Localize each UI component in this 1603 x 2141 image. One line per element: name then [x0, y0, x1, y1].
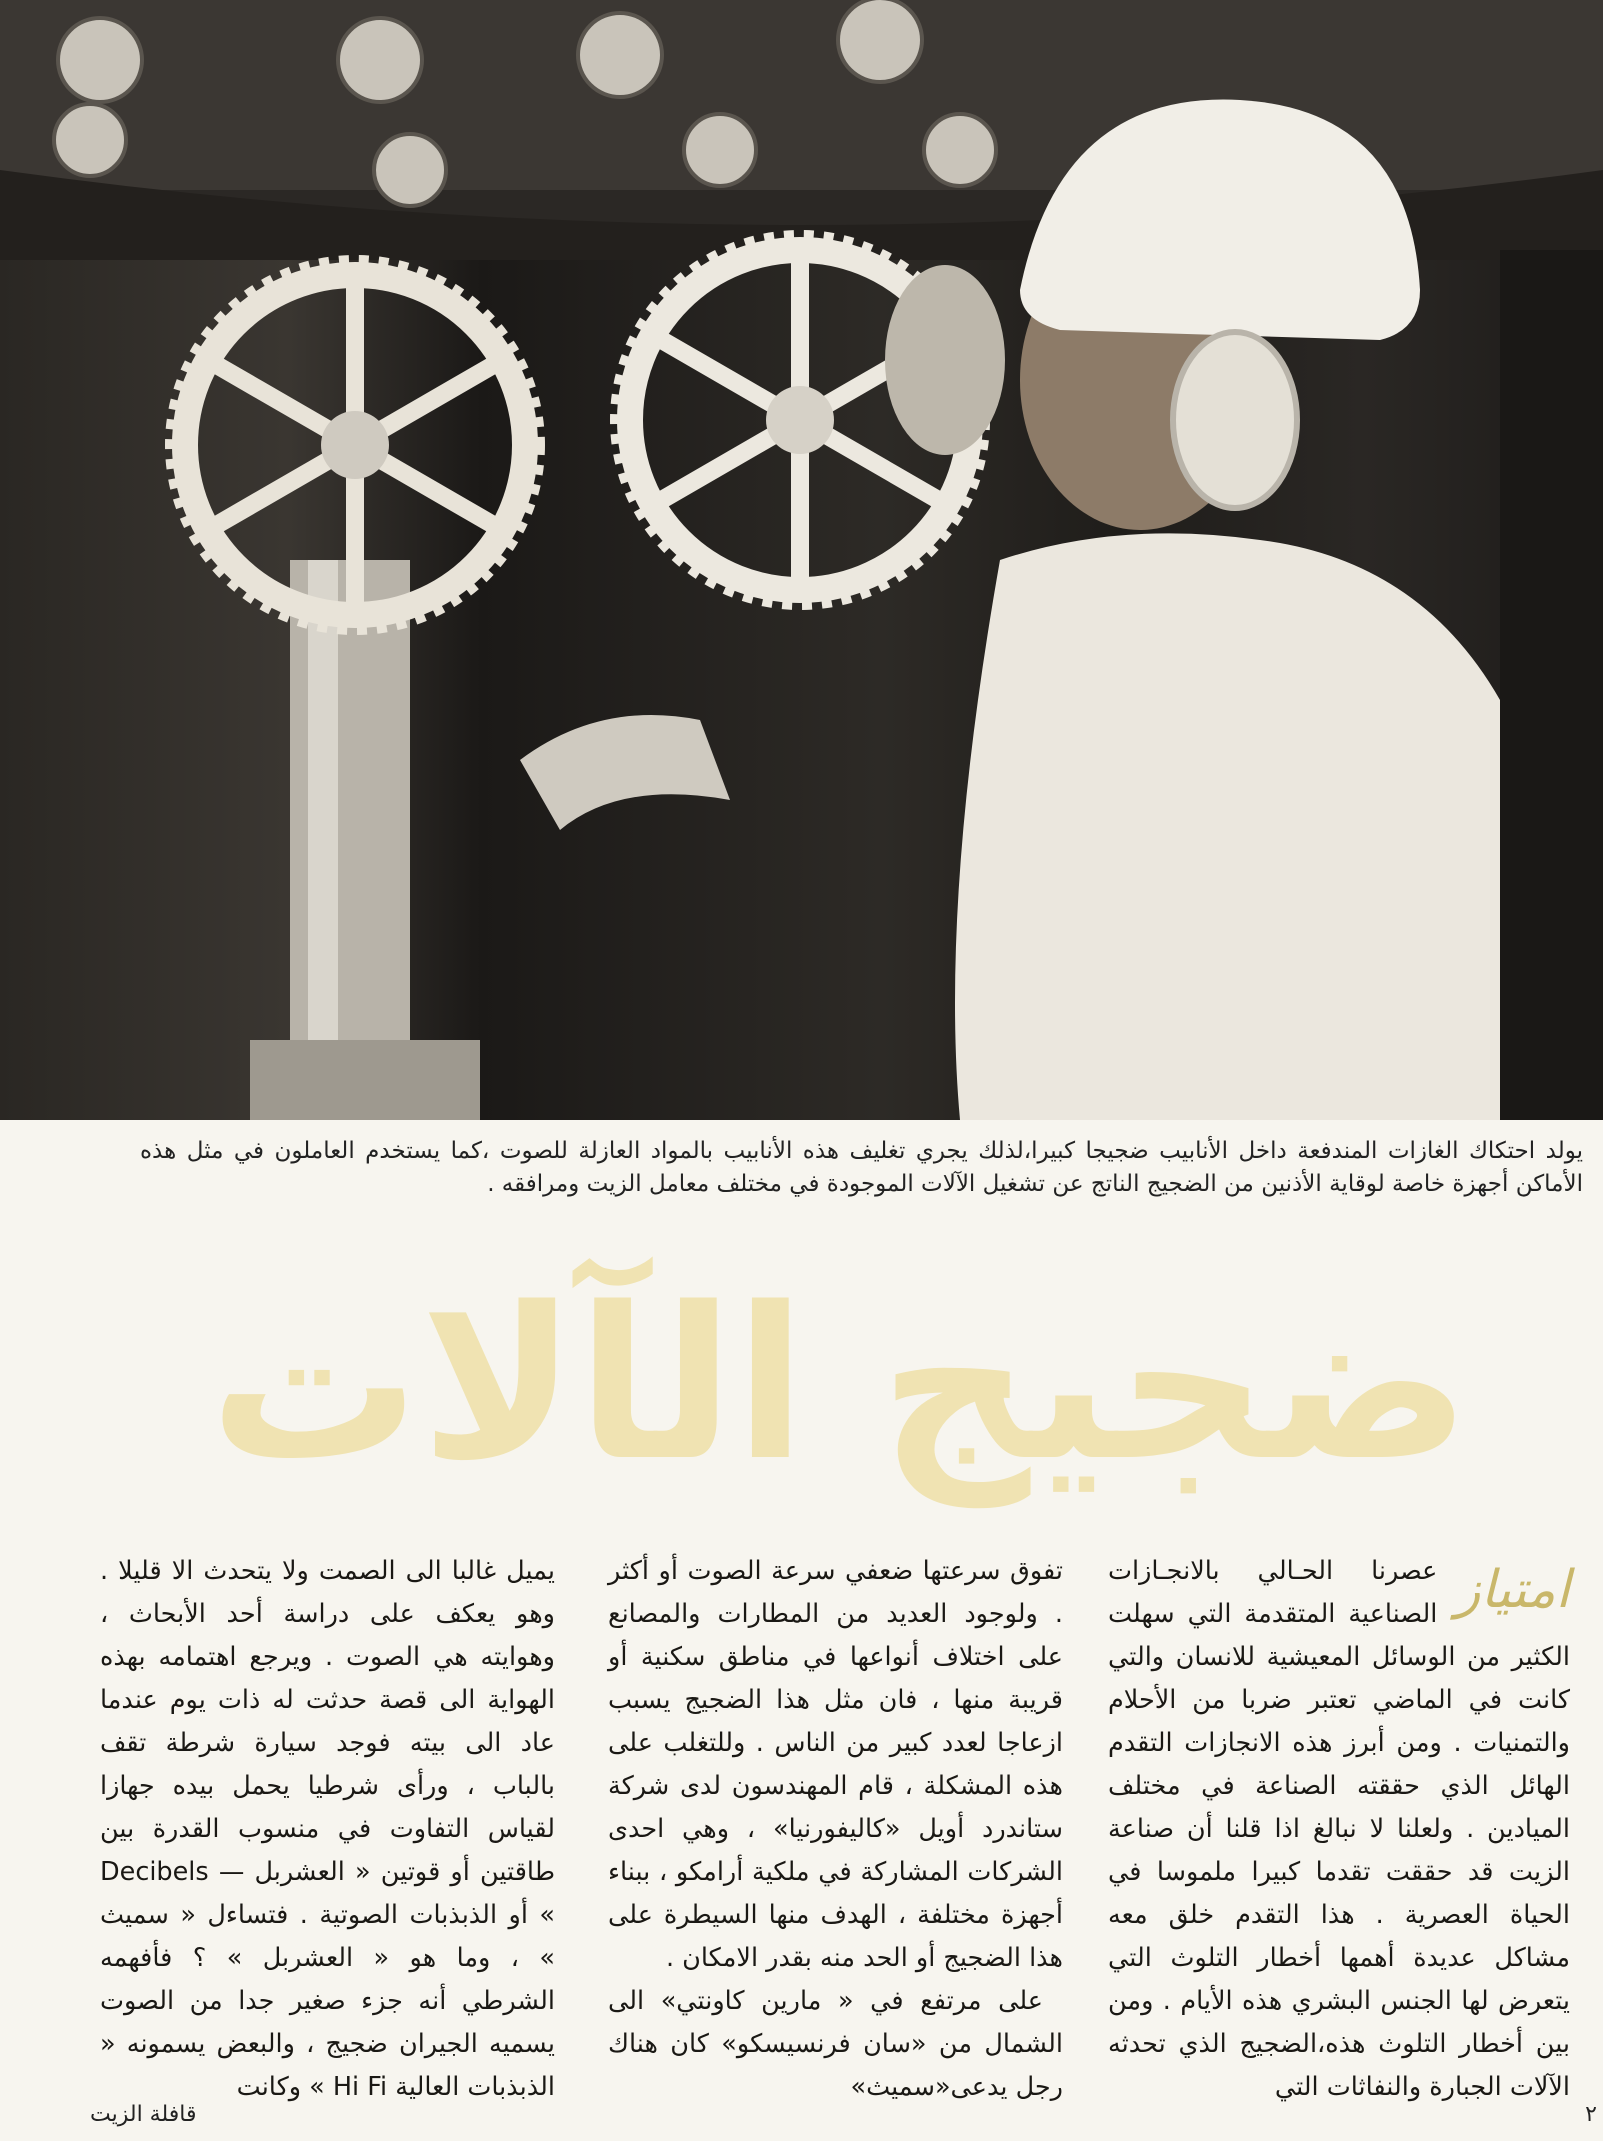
page-number: ٢	[1585, 2102, 1597, 2127]
article-column-right	[1108, 1550, 1570, 2109]
column-right-text: عصرنا الحـالي بالانجـازات الصناعية المتقدمة التي سهلت الكثير من الوسائل المعيشية للانسان والتي كانت في الماضي تعتبر ضربا من الأحلام والتمنيات . ومن أبرز هذه الانجازات التقدم الهائل الذي حققته الصناعة في مختلف الميادين . ولعلنا لا نبالغ اذا قلنا أن صناعة الزيت قد حققت تقدما كبيرا ملموسا في الحياة العصرية . هذا التقدم خلق معه مشاكل عديدة أهمها أخطار التلوث التي يتعرض لها الجنس البشري هذه الأيام . ومن بين أخطار التلوث هذه،الضجيج الذي تحدثه الآلات الجبارة والنفاثات التي	[1108, 1556, 1570, 2102]
article-column-left	[100, 1550, 555, 2109]
column-left-text: يميل غالبا الى الصمت ولا يتحدث الا قليلا . وهو يعكف على دراسة أحد الأبحاث ، وهوايته هي الصوت . ويرجع اهتمامه بهذه الهواية الى قصة حدثت له ذات يوم عندما عاد الى بيته فوجد سيارة شرطة تقف بالباب ، ورأى شرطيا يحمل بيده جهازا لقياس التفاوت في منسوب القدرة بين طاقتين أو قوتين « العشربل — Decibels » أو الذبذبات الصوتية . فتساءل « سميث » ، وما هو « العشربل » ؟ فأفهمه الشرطي أنه جزء صغير جدا من الصوت يسميه الجيران ضجيج ، والبعض يسمونه « الذبذبات العالية Hi Fi » وكانت	[100, 1556, 555, 2102]
magazine-name: قافلة الزيت	[90, 2102, 197, 2127]
article-column-middle	[608, 1550, 1063, 2109]
kicker-label: امتياز	[1455, 1560, 1570, 1620]
column-middle-text: تفوق سرعتها ضعفي سرعة الصوت أو أكثر . ولوجود العديد من المطارات والمصانع على اختلاف أنواعها في مناطق سكنية أو قريبة منها ، فان مثل هذا الضجيج يسبب ازعاجا لعدد كبير من الناس . وللتغلب على هذه المشكلة ، قام المهندسون لدى شركة ستاندرد أويل «كاليفورنيا» ، وهي احدى الشركات المشاركة في ملكية أرامكو ، ببناء أجهزة مختلفة ، الهدف منها السيطرة على هذا الضجيج أو الحد منه بقدر الامكان .	[608, 1556, 1063, 1973]
photo-caption: يولد احتكاك الغازات المندفعة داخل الأنابيب ضجيجا كبيرا،لذلك يجري تغليف هذه الأنابيب بالمواد العازلة للصوت ،كما يستخدم العاملون في مثل هذه الأماكن أجهزة خاصة لوقاية الأذنين من الضجيج الناتج عن تشغيل الآلات الموجودة في مختلف معامل الزيت ومرافقه .	[140, 1138, 1583, 1197]
column-middle-text-2: على مرتفع في « مارين كاونتي» الى الشمال من «سان فرنسيسكو» كان هناك رجل يدعى«سميث»	[608, 1986, 1063, 2102]
article-title: ضجيج الآلات	[120, 1265, 1560, 1505]
